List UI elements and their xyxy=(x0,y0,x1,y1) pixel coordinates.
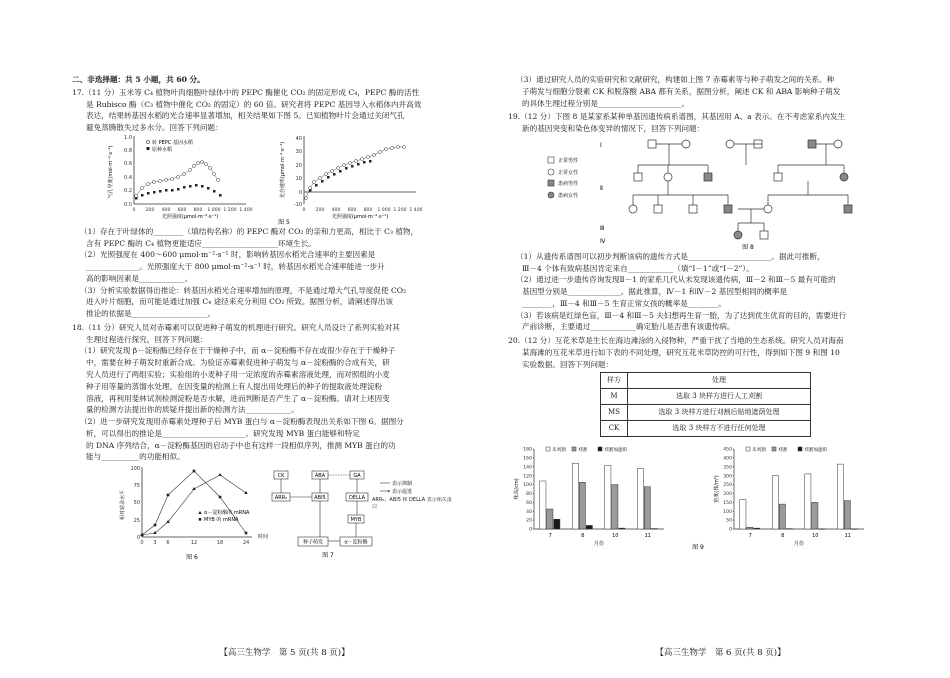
generation-label: Ⅰ xyxy=(600,141,602,149)
ytick: 30 xyxy=(295,148,302,155)
legend-label: 未刈割 xyxy=(552,447,566,453)
figure-8-pedigree xyxy=(508,135,933,251)
figure-9-charts xyxy=(508,441,933,551)
legend-label: 表示促进 xyxy=(392,489,413,496)
bar xyxy=(851,529,857,530)
ytick: -10 xyxy=(293,201,302,208)
q19-line: 新的基因突变和染色体变异的情况下，回答下列问题： xyxy=(522,124,705,134)
xtick: 1 400 xyxy=(239,207,253,213)
q18-line: 究人员进行了两组实验；实验组的小麦种子用一定浓度的赤霉素溶液处理，而对照组的小麦 xyxy=(86,370,390,380)
figure-6-caption: 图 6 xyxy=(186,554,198,562)
node-label: DELLA xyxy=(348,495,366,502)
q17-sub: 进入叶片细胞，而可能是通过加强 C₄ 途径来充分利用 CO₂ 所致。据图分析，请阐述得出该 xyxy=(86,297,393,307)
xtick: 6 xyxy=(166,540,170,547)
legend-label: 刈割加遮荫 xyxy=(804,447,827,453)
figure-9-caption: 图 9 xyxy=(692,543,704,551)
q19-line: 19.（12 分）下图 8 是某家系某种单基因遗传病系谱图，其基因用 A、a 表示。在不考虑家系内发生 xyxy=(508,112,846,122)
legend-label: 正常男性 xyxy=(558,157,579,164)
q19-subquestions xyxy=(508,251,933,333)
q20 xyxy=(508,335,933,370)
ytick: 20 xyxy=(295,162,302,169)
node-label: ARR₅ xyxy=(274,495,288,502)
table-row xyxy=(601,405,811,421)
ytick-label: 180 xyxy=(523,447,532,453)
bar xyxy=(747,527,753,529)
x-axis-label: 时间 xyxy=(258,534,269,541)
ytick: 0.8 xyxy=(124,147,132,154)
q18-line: 量的检测方法提出你的质疑并提出新的检测方法____________。 xyxy=(86,405,299,415)
q18-line: 析，可以得出的推论是______________________。研究发现 MYB 蛋白能够和特定 xyxy=(86,428,360,438)
q17 xyxy=(72,87,497,134)
ytick: 0.4 xyxy=(124,174,132,181)
figure-8-caption: 图 8 xyxy=(742,243,754,251)
node-label: ABA xyxy=(314,473,326,480)
ytick: 75 xyxy=(133,483,140,490)
xtick: 600 xyxy=(347,207,357,213)
q17-line: 17.（11 分）玉米等 C₄ 植物叶肉细胞叶绿体中的 PEPC 酶催化 CO₂ 的固定形成 C₄，PEPC 酶的活性 xyxy=(72,87,420,97)
table-header: 处理 xyxy=(628,373,811,389)
xtick-label: 8 xyxy=(781,532,785,539)
generation-label: Ⅳ xyxy=(600,237,606,245)
figure-5-caption: 图 5 xyxy=(278,218,290,226)
q18-line: 的 DNA 序列结合，α－淀粉酶基因的启动子中也有这样一段相似序列，推测 MYB 蛋白的功 xyxy=(86,440,396,450)
xtick-label: 11 xyxy=(644,532,651,539)
node-label: CK xyxy=(277,473,285,480)
bar xyxy=(612,484,618,528)
xtick: 800 xyxy=(193,207,203,213)
bar xyxy=(586,525,592,529)
legend-label: MYB 的 mRNA xyxy=(204,517,239,524)
x-axis-label: 月份 xyxy=(793,540,805,547)
ytick-label: 350 xyxy=(723,465,732,471)
xtick: 200 xyxy=(315,207,325,213)
xtick: 0 xyxy=(140,540,144,547)
ytick-label: 0 xyxy=(529,527,532,533)
ytick-label: 100 xyxy=(523,483,532,489)
section-title: 二、非选择题：共 5 小题，共 60 分。 xyxy=(72,75,205,84)
q17-sub: （2）光照强度在 400～600 μmol·m⁻²·s⁻¹ 时，影响转基因水稻光合速率的主要因素是 xyxy=(80,250,376,260)
figure-6-plot xyxy=(72,463,497,563)
q19-sub: （1）从遗传系谱图可以初步判断该病的遗传方式是______________________。据此可推断， xyxy=(516,251,825,261)
x-axis-label: 光照强度(μmol·m⁻²·s⁻¹) xyxy=(331,213,389,220)
ytick: 40 xyxy=(295,135,302,142)
q18-line: 能与__________的功能相似。 xyxy=(86,452,185,462)
xtick: 1 200 xyxy=(223,207,237,213)
legend-label: α－淀粉酶的 mRNA xyxy=(204,510,250,517)
xtick: 1 400 xyxy=(409,207,423,213)
xtick: 1 200 xyxy=(393,207,407,213)
ytick-label: 20 xyxy=(526,518,532,524)
q19 xyxy=(508,111,933,135)
bar xyxy=(772,476,778,529)
legend-swatch xyxy=(546,447,550,451)
legend-label: 刈割 xyxy=(778,447,788,453)
xtick: 12 xyxy=(190,540,198,547)
ytick-label: 400 xyxy=(723,456,732,462)
xtick-label: 7 xyxy=(748,532,752,539)
figure-7-diagram xyxy=(272,471,452,559)
xtick-label: 11 xyxy=(844,532,851,539)
q18-line: 溶液，再利用斐林试剂检测淀粉是否水解，进而判断是否产生了 α－淀粉酶。请对上述因变 xyxy=(86,393,390,403)
ytick-label: 300 xyxy=(723,474,732,480)
xtick: 1 000 xyxy=(207,207,221,213)
legend-label: 刈割加遮荫 xyxy=(604,447,627,453)
q17-sub: （3）分析实验数据得出推论：转基因水稻光合速率增加的原理，不是通过增大气孔导度促使 CO₂ xyxy=(80,285,407,295)
ytick: 0 xyxy=(136,535,140,542)
figure-5-plots xyxy=(72,134,497,226)
ytick: 10 xyxy=(295,175,302,182)
treatment-table xyxy=(600,372,811,436)
q20-line: 实验数据。回答下列问题： xyxy=(522,359,614,369)
bar xyxy=(812,502,818,529)
legend-swatch xyxy=(798,447,802,451)
ytick-label: 150 xyxy=(723,500,732,506)
page-footer: 【高三生物学 第 6 页(共 8 页)】 xyxy=(655,647,786,658)
legend-label: 表示抑制 xyxy=(392,481,413,488)
q18-line: （2）进一步研究发现用赤霉素处理种子后 MYB 蛋白与 α－淀粉酶表现出关系如下图 6。据图分 xyxy=(80,417,404,427)
legend-label: 患病男性 xyxy=(558,180,579,187)
ytick: 1.0 xyxy=(124,134,132,141)
table-cell: M xyxy=(601,389,628,405)
q17-line: 避免蒸腾散失过多水分。回答下列问题： xyxy=(86,123,223,133)
xtick: 3 xyxy=(153,540,157,547)
y-axis-label: 密度(株/m²) xyxy=(714,475,720,503)
legend-label: 刈割 xyxy=(578,447,588,453)
bar xyxy=(805,474,811,529)
legend-note: ARR₅、ABI5 和 DELLA 表示相关蛋白 xyxy=(372,497,452,510)
ytick-label: 50 xyxy=(726,518,732,524)
right-page xyxy=(508,74,933,658)
table-cell: MS xyxy=(601,405,628,421)
q18-line: 子萌发与细胞分裂素 CK 和脱落酸 ABA 都有关系，据图分析，阐述 CK 和 ABA 影响种子萌发 xyxy=(522,86,841,96)
q20-line: 某海滩的互花米草进行如下表的不同处理，研究互花米草防控的可行性，得到如下图 9 和图 10 xyxy=(522,347,840,357)
bar xyxy=(619,528,625,529)
xtick: 0 xyxy=(302,207,306,213)
q17-sub: ______________。光照强度大于 800 μmol·m⁻²·s⁻¹ 时，转基因水稻光合速率能进一步升 xyxy=(86,262,385,272)
figure-7-caption: 图 7 xyxy=(322,552,334,560)
pedigree-svg xyxy=(508,135,933,251)
ytick: 0 xyxy=(298,189,302,196)
ytick-label: 160 xyxy=(523,456,532,462)
xtick: 200 xyxy=(145,207,155,213)
ytick: 0.0 xyxy=(124,201,132,208)
xtick: 600 xyxy=(177,207,187,213)
xtick-label: 8 xyxy=(581,532,585,539)
node-label: MYB xyxy=(350,517,362,524)
q19-sub: （3）若该病是红绿色盲，Ⅲ－4 和Ⅲ－5 夫妇想再生育一胎，为了达到优生优育的目的，需要进行 xyxy=(516,310,847,320)
bar xyxy=(837,464,843,529)
q17-sub: 高的影响因素是____________。 xyxy=(86,273,193,283)
xtick: 18 xyxy=(216,540,224,547)
q18-line: 生理过程进行探究，回答下列问题： xyxy=(86,334,208,344)
ytick-label: 60 xyxy=(526,500,532,506)
q20-line: 20.（12 分）互花米草是生长在海边滩涂的入侵物种，严重干扰了当地的生态系统。研究人员对海南 xyxy=(508,336,844,346)
q18-part3 xyxy=(508,74,933,109)
q17-line: 是 Rubisco 酶（C₃ 植物中催化 CO₂ 的固定）的 60 倍。研究者将 PEPC 基因导入水稻体内并高效 xyxy=(86,99,422,109)
q18-line: 的具体生理过程分别是______________________。 xyxy=(522,98,690,108)
q17-sub: 含有 PEPC 酶的 C₄ 植物更能适应____________________环境生长。 xyxy=(86,238,316,248)
left-page xyxy=(72,74,497,658)
bar xyxy=(579,482,585,529)
legend-label: 未刈割 xyxy=(752,447,766,453)
q17-sub: 推论的依据是____________________。 xyxy=(86,309,216,319)
xtick-label: 10 xyxy=(812,532,819,539)
bar xyxy=(605,465,611,529)
ytick: 50 xyxy=(133,500,140,507)
x-axis-label: 月份 xyxy=(593,540,605,547)
ytick: 0.2 xyxy=(124,187,132,194)
xtick: 1 000 xyxy=(377,207,391,213)
node-label: 种子萌发 xyxy=(302,539,324,546)
q19-sub: 产前诊断，主要通过____________确定胎儿是否患有该遗传病。 xyxy=(522,322,735,332)
q18-line: 中，需要在种子萌发时重新合成。为验证赤霉素促进种子萌发与 α－淀粉酶的合成有关，研 xyxy=(86,358,390,368)
ytick-label: 450 xyxy=(723,447,732,453)
legend-swatch xyxy=(572,447,576,451)
q19-sub: Ⅲ－4 个体有致病基因肯定来自____________（填“Ⅰ－1”或“Ⅰ－2”）。 xyxy=(522,263,754,273)
bar xyxy=(644,487,650,529)
bar xyxy=(786,529,792,530)
generation-label: Ⅲ xyxy=(600,224,605,232)
q17-sub: （1）存在于叶绿体的________（填结构名称）的 PEPC 酶对 CO₂ 的亲和力更高，相比于 C₃ 植物， xyxy=(80,226,419,236)
bar xyxy=(554,519,560,529)
y-axis-label: 光合速率(μmol·m⁻²·s⁻¹) xyxy=(280,141,286,198)
table-header: 样方 xyxy=(601,373,628,389)
node-label: α－淀粉酶 xyxy=(344,539,368,546)
ytick: 0.6 xyxy=(124,160,132,167)
bar xyxy=(637,468,643,528)
figures-6-7 xyxy=(72,463,497,563)
y-axis-label: 气孔导度(mol·m⁻²·s⁻¹) xyxy=(108,145,114,199)
bar xyxy=(754,528,760,529)
figure-5 xyxy=(72,134,497,226)
xtick: 800 xyxy=(363,207,373,213)
table-cell: 选取 3 块样方不进行任何处理 xyxy=(628,421,811,437)
legend-label: 正常女性 xyxy=(558,169,579,176)
q18-line: 18.（11 分）研究人员对赤霉素可以促进种子萌发的机理进行研究。研究人员设计了系列实验对其 xyxy=(72,322,400,332)
q18 xyxy=(72,322,497,463)
ytick-label: 120 xyxy=(523,474,532,480)
ytick-label: 200 xyxy=(723,491,732,497)
bar xyxy=(547,509,553,529)
xtick: 0 xyxy=(132,207,136,213)
bar xyxy=(572,463,578,529)
xtick: 400 xyxy=(161,207,171,213)
ytick-label: 250 xyxy=(723,483,732,489)
bar xyxy=(819,529,825,530)
ytick: 100 xyxy=(130,466,140,473)
legend-label: 原种水稻 xyxy=(152,146,173,153)
table-cell: CK xyxy=(601,421,628,437)
node-label: GA xyxy=(353,473,361,480)
y-axis-label: 株高(cm) xyxy=(514,478,520,500)
ytick: 25 xyxy=(133,518,140,525)
bar-charts-svg xyxy=(508,441,933,551)
ytick-label: 100 xyxy=(723,509,732,515)
xtick-label: 7 xyxy=(548,532,552,539)
q19-sub: （2）通过进一步遗传咨询发现Ⅱ－1 的家系几代从未发现该遗传病，Ⅲ－2 和Ⅲ－5 最有可能的 xyxy=(516,275,836,285)
bar xyxy=(779,504,785,529)
xtick: 400 xyxy=(331,207,341,213)
q19-sub: ________，Ⅲ－4 和Ⅲ－5 生育正常女孩的概率是________。 xyxy=(522,298,726,308)
q18-line: （3）通过研究人员的实验研究和文献研究，构建如上图 7 赤霉素等与种子萌发之间的关系。种 xyxy=(516,75,835,84)
generation-label: Ⅱ xyxy=(600,184,603,192)
legend-swatch xyxy=(772,447,776,451)
bar xyxy=(651,528,657,529)
ytick-label: 0 xyxy=(729,527,732,533)
q17-line: 表达，结果转基因水稻的光合速率显著增加，相关结果如下图 5。已知植物叶片会通过关闭气孔 xyxy=(86,111,405,121)
y-axis-label: 相对转录水平 xyxy=(120,490,126,521)
table-row xyxy=(601,389,811,405)
table-row xyxy=(601,421,811,437)
bar xyxy=(844,500,850,528)
table-cell: 选取 3 块样方进行刈割后贴地遮荫处理 xyxy=(628,405,811,421)
table-cell: 选取 3 块样方进行人工刈割 xyxy=(628,389,811,405)
legend-swatch xyxy=(746,447,750,451)
legend-swatch xyxy=(598,447,602,451)
q19-sub: 基因型分别是______________。据此推算，Ⅳ－1 和Ⅳ－2 基因型相同的概率是 xyxy=(522,287,788,297)
legend-label: 患病女性 xyxy=(558,192,579,199)
node-label: ABI5 xyxy=(314,495,326,502)
q18-line: 种子用等量的蒸馏水处理。在因变量的检测上有人提出用处理后的种子的提取液处理淀粉 xyxy=(86,381,383,391)
ytick-label: 80 xyxy=(526,491,532,497)
ytick-label: 40 xyxy=(526,509,532,515)
ytick-label: 140 xyxy=(523,465,532,471)
legend-label: 转 PEPC 基因水稻 xyxy=(152,139,193,146)
xtick: 24 xyxy=(242,540,250,547)
xtick-label: 10 xyxy=(612,532,619,539)
bar xyxy=(540,481,546,529)
q18-line: （1）研究发现 β－淀粉酶已经存在于干燥种子中，而 α－淀粉酶不存在或很少存在于干燥种子 xyxy=(80,346,396,356)
page-footer: 【高三生物学 第 5 页(共 8 页)】 xyxy=(219,647,350,658)
x-axis-label: 光照强度(μmol·m⁻²·s⁻¹) xyxy=(161,213,219,220)
q17-subquestions xyxy=(72,226,497,320)
bar xyxy=(740,500,746,529)
